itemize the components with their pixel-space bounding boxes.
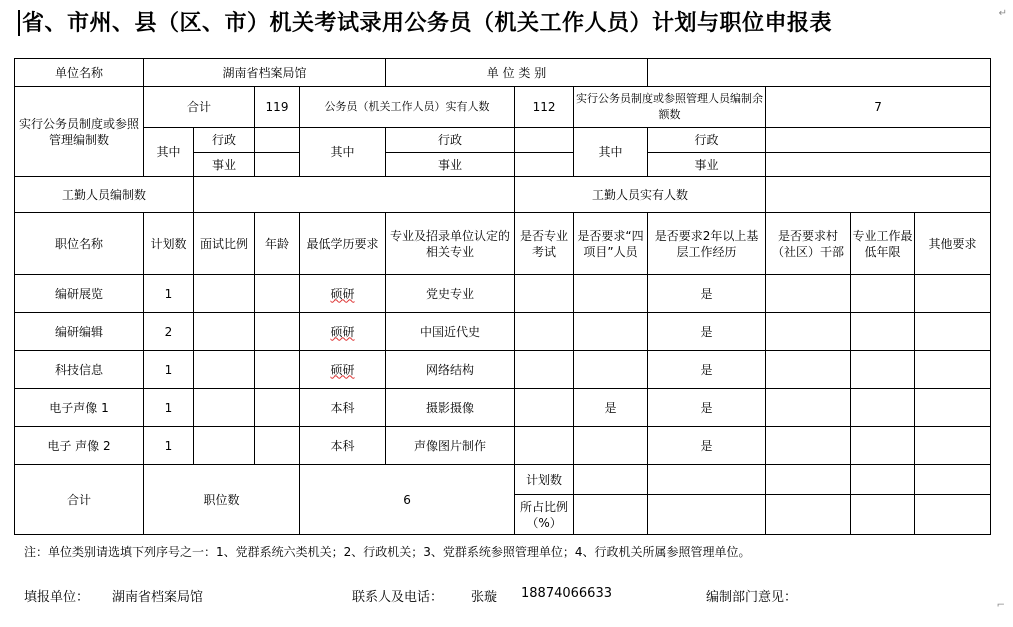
public-value[interactable] <box>255 153 300 177</box>
col-prof-exam: 是否专业考试 <box>515 213 574 275</box>
summary-plan-cell[interactable] <box>915 465 991 495</box>
col-other: 其他要求 <box>915 213 991 275</box>
other[interactable] <box>915 389 991 427</box>
table-row <box>15 313 991 351</box>
age[interactable] <box>255 351 300 389</box>
plan-count[interactable]: 1 <box>144 351 194 389</box>
unit-category-label: 单 位 类 别 <box>386 59 648 87</box>
admin-label-3: 行政 <box>648 128 766 153</box>
footnote: 注：单位类别请选填下列序号之一：1、党群系统六类机关；2、行政机关；3、党群系统参照管理单位；4、行政机关所属参照管理单位。 <box>24 545 751 559</box>
vacancy-label: 实行公务员制度或参照管理人员编制余额数 <box>574 87 766 128</box>
other[interactable] <box>915 275 991 313</box>
unit-category-value[interactable] <box>648 59 991 87</box>
age[interactable] <box>255 275 300 313</box>
major[interactable]: 声像图片制作 <box>386 427 515 465</box>
col-major: 专业及招录单位认定的相关专业 <box>386 213 515 275</box>
min-years[interactable] <box>851 351 915 389</box>
col-plan: 计划数 <box>144 213 194 275</box>
table-row <box>15 427 991 465</box>
min-years[interactable] <box>851 389 915 427</box>
public-label: 事业 <box>194 153 255 177</box>
major[interactable]: 党史专业 <box>386 275 515 313</box>
education[interactable] <box>300 275 386 313</box>
unit-name-value[interactable]: 湖南省档案局馆 <box>144 59 386 87</box>
grassroots[interactable]: 是 <box>648 275 766 313</box>
position-name[interactable]: 电子声像 1 <box>15 389 144 427</box>
village[interactable] <box>766 389 851 427</box>
education-text: 硕研 <box>330 362 355 377</box>
min-years[interactable] <box>851 313 915 351</box>
filler-value: 湖南省档案局馆 <box>112 590 204 605</box>
major[interactable]: 中国近代史 <box>386 313 515 351</box>
col-grassroots: 是否要求2年以上基层工作经历 <box>648 213 766 275</box>
table-row <box>15 389 991 427</box>
prof-exam[interactable] <box>515 313 574 351</box>
total-value[interactable]: 119 <box>255 87 300 128</box>
education[interactable]: 本科 <box>300 389 386 427</box>
education[interactable] <box>300 351 386 389</box>
education-text: 硕研 <box>330 286 355 301</box>
min-years[interactable] <box>851 275 915 313</box>
education-text: 硕研 <box>330 324 355 339</box>
actual-label: 公务员（机关工作人员）实有人数 <box>300 87 515 128</box>
col-four-items: 是否要求“四项目”人员 <box>574 213 648 275</box>
four-items[interactable]: 是 <box>574 389 648 427</box>
workers-actual-value[interactable] <box>766 177 991 213</box>
admin-label-2: 行政 <box>386 128 515 153</box>
summary-plan-cell[interactable] <box>574 465 648 495</box>
col-position: 职位名称 <box>15 213 144 275</box>
summary-percent-cell[interactable] <box>574 495 648 535</box>
plan-count[interactable]: 1 <box>144 275 194 313</box>
four-items[interactable] <box>574 275 648 313</box>
interview-ratio[interactable] <box>194 389 255 427</box>
summary-positions-value[interactable]: 6 <box>300 465 515 535</box>
grassroots[interactable]: 是 <box>648 351 766 389</box>
education[interactable] <box>300 313 386 351</box>
age[interactable] <box>255 427 300 465</box>
position-name[interactable]: 电子 声像 2 <box>15 427 144 465</box>
interview-ratio[interactable] <box>194 351 255 389</box>
education[interactable]: 本科 <box>300 427 386 465</box>
village[interactable] <box>766 427 851 465</box>
prof-exam[interactable] <box>515 351 574 389</box>
public-label-3: 事业 <box>648 153 766 177</box>
workers-quota-label: 工勤人员编制数 <box>15 177 194 213</box>
unit-name-label: 单位名称 <box>15 59 144 87</box>
min-years[interactable] <box>851 427 915 465</box>
prof-exam[interactable] <box>515 389 574 427</box>
total-label: 合计 <box>144 87 255 128</box>
table-row <box>15 275 991 313</box>
position-name[interactable]: 编研展览 <box>15 275 144 313</box>
plan-count[interactable]: 1 <box>144 389 194 427</box>
public-value-2[interactable] <box>515 153 574 177</box>
contact-name: 张璇 <box>471 590 498 605</box>
application-table <box>14 58 991 535</box>
filler-label: 填报单位： <box>24 590 90 605</box>
dept-opinion-label: 编制部门意见： <box>706 590 798 605</box>
page-title: 省、市州、县（区、市）机关考试录用公务员（机关工作人员）计划与职位申报表 <box>22 11 833 36</box>
among-label-2: 其中 <box>300 128 386 177</box>
col-education: 最低学历要求 <box>300 213 386 275</box>
interview-ratio[interactable] <box>194 275 255 313</box>
col-min-years: 专业工作最低年限 <box>851 213 915 275</box>
admin-value-3[interactable] <box>766 128 991 153</box>
corner-mark-icon: ⌐ <box>996 600 1005 611</box>
four-items[interactable] <box>574 427 648 465</box>
summary-total-label: 合计 <box>15 465 144 535</box>
summary-plan-cell[interactable] <box>648 465 766 495</box>
village[interactable] <box>766 351 851 389</box>
plan-count[interactable]: 1 <box>144 427 194 465</box>
four-items[interactable] <box>574 313 648 351</box>
major[interactable]: 摄影摄像 <box>386 389 515 427</box>
admin-value[interactable] <box>255 128 300 153</box>
workers-quota-value[interactable] <box>194 177 515 213</box>
summary-percent-cell[interactable] <box>851 495 915 535</box>
interview-ratio[interactable] <box>194 427 255 465</box>
vacancy-value[interactable]: 7 <box>766 87 991 128</box>
grassroots[interactable]: 是 <box>648 389 766 427</box>
among-label-3: 其中 <box>574 128 648 177</box>
summary-plan-label: 计划数 <box>515 465 574 495</box>
major[interactable]: 网络结构 <box>386 351 515 389</box>
table-row <box>15 351 991 389</box>
summary-plan-cell[interactable] <box>851 465 915 495</box>
contact-label: 联系人及电话： <box>352 590 444 605</box>
summary-percent-label: 所占比例（%） <box>515 495 574 535</box>
col-age: 年龄 <box>255 213 300 275</box>
workers-actual-label: 工勤人员实有人数 <box>515 177 766 213</box>
admin-value-2[interactable] <box>515 128 574 153</box>
other[interactable] <box>915 427 991 465</box>
contact-phone: 18874066633 <box>521 586 612 601</box>
summary-positions-label: 职位数 <box>144 465 300 535</box>
summary-plan-cell[interactable] <box>766 465 851 495</box>
grassroots[interactable]: 是 <box>648 427 766 465</box>
age[interactable] <box>255 313 300 351</box>
admin-label: 行政 <box>194 128 255 153</box>
position-name[interactable]: 科技信息 <box>15 351 144 389</box>
four-items[interactable] <box>574 351 648 389</box>
prof-exam[interactable] <box>515 427 574 465</box>
col-ratio: 面试比例 <box>194 213 255 275</box>
actual-value[interactable]: 112 <box>515 87 574 128</box>
village[interactable] <box>766 275 851 313</box>
cursor-bar <box>18 10 20 36</box>
prof-exam[interactable] <box>515 275 574 313</box>
public-label-2: 事业 <box>386 153 515 177</box>
paragraph-mark-icon: ↵ <box>998 8 1007 19</box>
grassroots[interactable]: 是 <box>648 313 766 351</box>
other[interactable] <box>915 351 991 389</box>
village[interactable] <box>766 313 851 351</box>
col-village: 是否要求村（社区）干部 <box>766 213 851 275</box>
age[interactable] <box>255 389 300 427</box>
summary-percent-cell[interactable] <box>915 495 991 535</box>
position-name[interactable]: 编研编辑 <box>15 313 144 351</box>
summary-percent-cell[interactable] <box>648 495 766 535</box>
among-label: 其中 <box>144 128 194 177</box>
interview-ratio[interactable] <box>194 313 255 351</box>
public-value-3[interactable] <box>766 153 991 177</box>
staffing-row-label: 实行公务员制度或参照管理编制数 <box>15 87 144 177</box>
summary-percent-cell[interactable] <box>766 495 851 535</box>
plan-count[interactable]: 2 <box>144 313 194 351</box>
other[interactable] <box>915 313 991 351</box>
